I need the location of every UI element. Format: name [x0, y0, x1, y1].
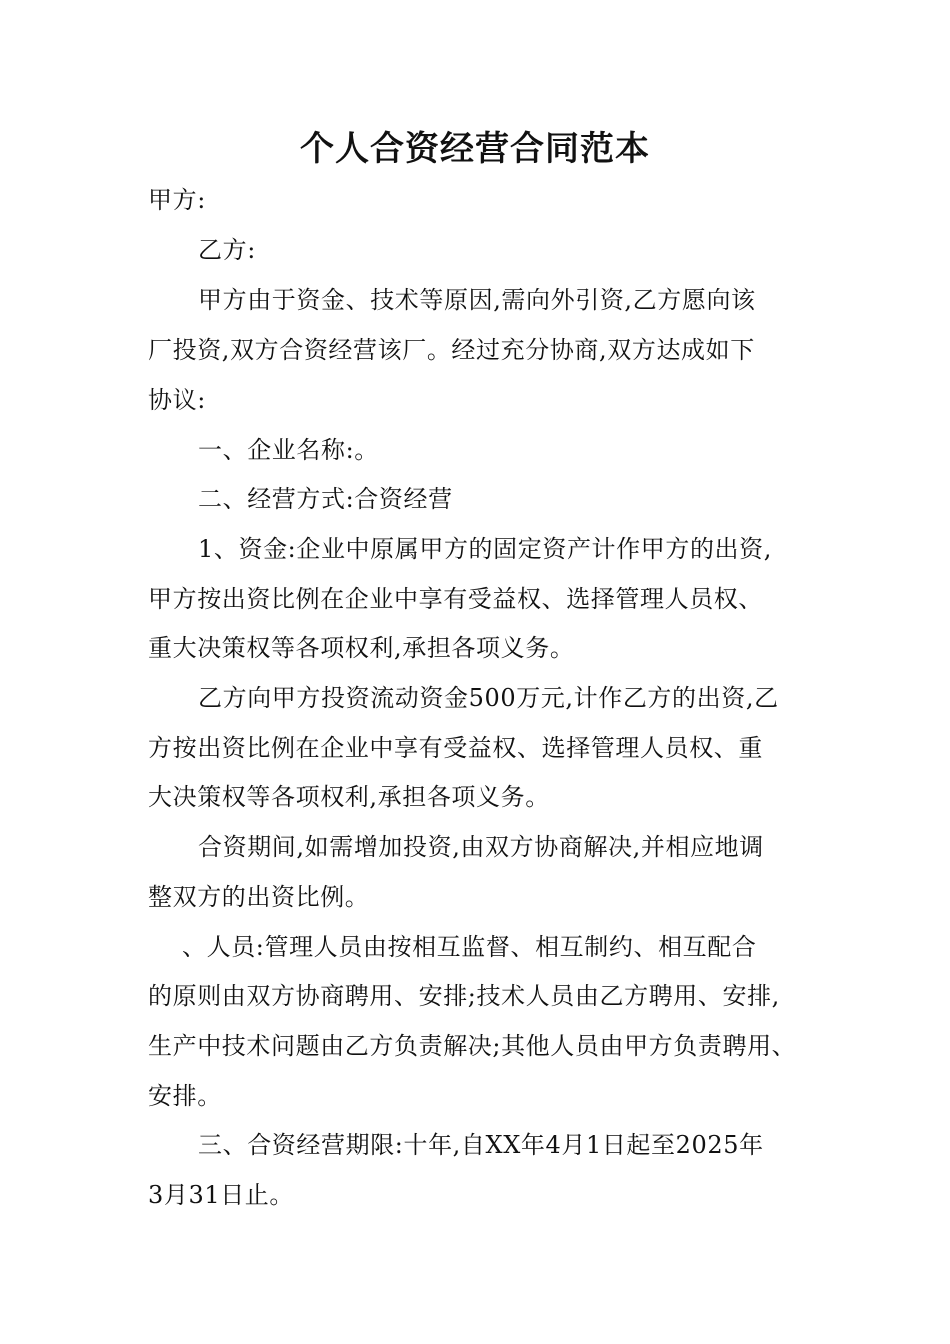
- paragraph-line: 大决策权等各项权利,承担各项义务。: [148, 783, 550, 811]
- paragraph-line: 整双方的出资比例。: [148, 883, 370, 911]
- paragraph-line: 乙方向甲方投资流动资金500万元,计作乙方的出资,乙: [198, 684, 779, 712]
- paragraph-line: 合资期间,如需增加投资,由双方协商解决,并相应地调: [198, 833, 764, 861]
- section-heading: 三、合资经营期限:十年,自XX年4月1日起至2025年: [198, 1131, 764, 1159]
- section-heading: 二、经营方式:合资经营: [198, 485, 453, 513]
- paragraph-line: 、人员:管理人员由按相互监督、相互制约、相互配合: [182, 933, 757, 961]
- paragraph-line: 甲方按出资比例在企业中享有受益权、选择管理人员权、: [148, 585, 763, 613]
- party-b-line: 乙方:: [198, 236, 256, 264]
- paragraph-line: 甲方由于资金、技术等原因,需向外引资,乙方愿向该: [198, 286, 756, 314]
- paragraph-line: 3月31日止。: [148, 1181, 295, 1209]
- paragraph-line: 方按出资比例在企业中享有受益权、选择管理人员权、重: [148, 734, 763, 762]
- section-heading: 一、企业名称:。: [198, 436, 379, 464]
- paragraph-line: 厂投资,双方合资经营该厂。经过充分协商,双方达成如下: [148, 336, 755, 364]
- paragraph-line: 的原则由双方协商聘用、安排;技术人员由乙方聘用、安排,: [148, 982, 780, 1010]
- document-title: 个人合资经营合同范本: [300, 129, 650, 169]
- paragraph-line: 协议:: [148, 386, 206, 414]
- paragraph-line: 安排。: [148, 1082, 222, 1110]
- paragraph-line: 生产中技术问题由乙方负责解决;其他人员由甲方负责聘用、: [148, 1032, 797, 1060]
- party-a-line: 甲方:: [148, 186, 206, 214]
- paragraph-line: 1、资金:企业中原属甲方的固定资产计作甲方的出资,: [198, 535, 772, 563]
- paragraph-line: 重大决策权等各项权利,承担各项义务。: [148, 634, 575, 662]
